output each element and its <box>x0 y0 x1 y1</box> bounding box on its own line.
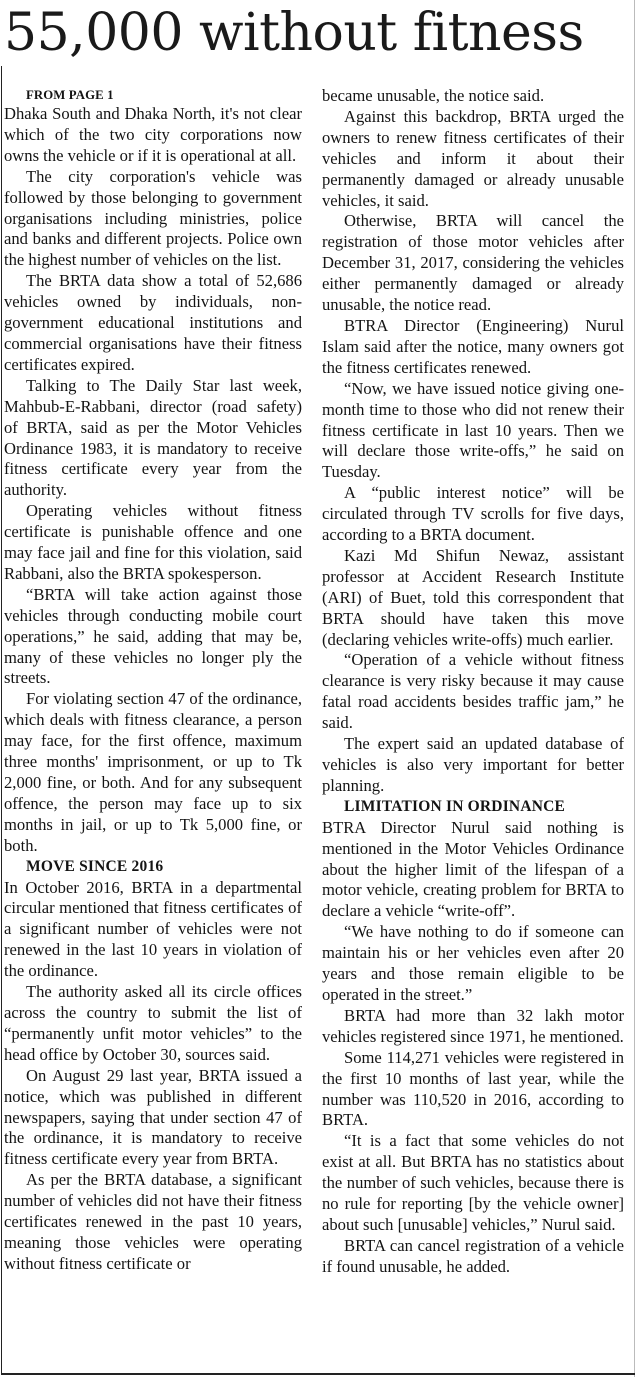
clipping-bottom-border <box>1 1373 635 1375</box>
headline: 55,000 without fitness <box>4 3 584 63</box>
paragraph: The city corporation's vehicle was followed by those belonging to government organisations including ministries, police and banks and different projects. Police own the highest number of vehicles on the list. <box>4 166 302 270</box>
paragraph: “Operation of a vehicle without fitness clearance is very risky because it may cause fatal road accidents besides traffic jam,” he said. <box>322 650 624 733</box>
clipping-right-border <box>634 0 635 1377</box>
paragraph: BTRA Director Nurul said nothing is mentioned in the Motor Vehicles Ordinance about the higher limit of the lifespan of a motor vehicle, creating problem for BRTA to declare a vehicle “write-off”. <box>322 817 624 921</box>
paragraph: BTRA Director (Engineering) Nurul Islam said after the notice, many owners got the fitness certificates renewed. <box>322 315 624 377</box>
clipping-left-border <box>1 66 2 1375</box>
subheading-move-since-2016: MOVE SINCE 2016 <box>26 857 164 875</box>
paragraph: “It is a fact that some vehicles do not exist at all. But BRTA has no statistics about the number of such vehicles, because there is no rule for reporting [by the vehicle owner] about such [unusable] vehicles,” Nurul said. <box>322 1131 624 1234</box>
paragraph: Against this backdrop, BRTA urged the owners to renew fitness certificates of their vehicles and inform it about their permanently damaged or already unusable vehicles, it said. <box>322 106 624 210</box>
paragraph: Dhaka South and Dhaka North, it's not clear which of the two city corporations now owns the vehicle or if it is operational at all. <box>4 104 302 165</box>
paragraph: In October 2016, BRTA in a departmental circular mentioned that fitness certificates of a significant number of vehicles were not renewed in the last 10 years in violation of the ordinance. <box>4 877 302 981</box>
paragraph: Some 114,271 vehicles were registered in the first 10 months of last year, while the number was 110,520 in 2016, according to BRTA. <box>322 1047 624 1130</box>
paragraph: “We have nothing to do if someone can maintain his or her vehicles even after 20 years and those remain eligible to be operated in the street.” <box>322 922 624 1004</box>
article-column-right <box>322 86 624 1366</box>
paragraph: “Now, we have issued notice giving one-month time to those who did not renew their fitness certificate in last 10 years. Then we will declare those write-offs,” he said on Tuesday. <box>322 378 624 482</box>
from-page-kicker: FROM PAGE 1 <box>26 88 114 102</box>
paragraph: BRTA had more than 32 lakh motor vehicles registered since 1971, he mentioned. <box>322 1005 624 1046</box>
paragraph: Operating vehicles without fitness certificate is punishable offence and one may face jail and fine for this violation, said Rabbani, also the BRTA spokesperson. <box>4 501 302 583</box>
paragraph: As per the BRTA database, a significant number of vehicles did not have their fitness certificates renewed in the past 10 years, meaning those vehicles were operating without fitness certificate or <box>4 1170 302 1273</box>
paragraph: The authority asked all its circle offices across the country to submit the list of “permanently unfit motor vehicles” to the head office by October 30, sources said. <box>4 982 302 1064</box>
subheading-limitation-in-ordinance: LIMITATION IN ORDINANCE <box>344 797 566 815</box>
paragraph: became unusable, the notice said. <box>322 86 545 105</box>
paragraph: Otherwise, BRTA will cancel the registration of those motor vehicles after December 31, 2017, considering the vehicles either permanently damaged or already unusable, the notice read. <box>322 211 624 315</box>
paragraph: The expert said an updated database of vehicles is also very important for better planning. <box>322 734 624 795</box>
paragraph: The BRTA data show a total of 52,686 vehicles owned by individuals, non-government educational institutions and commercial organisations have their fitness certificates expired. <box>4 271 302 374</box>
paragraph: For violating section 47 of the ordinance, which deals with fitness clearance, a person may face, for the first offence, maximum three months' imprisonment, or up to Tk 2,000 fine, or both. And for any subsequent offence, the person may face up to six months in jail, or up to Tk 5,000 fine, or both. <box>4 689 302 855</box>
paragraph: BRTA can cancel registration of a vehicle if found unusable, he added. <box>322 1235 624 1276</box>
paragraph: Talking to The Daily Star last week, Mahbub-E-Rabbani, director (road safety) of BRTA, said as per the Motor Vehicles Ordinance 1983, it is mandatory to receive fitness certificate every year from the authority. <box>4 375 302 500</box>
paragraph: On August 29 last year, BRTA issued a notice, which was published in different newspapers, saying that under section 47 of the ordinance, it is mandatory to receive fitness certificate every year from BRTA. <box>4 1065 302 1169</box>
article-column-left <box>4 86 302 1366</box>
paragraph: “BRTA will take action against those vehicles through conducting mobile court operations,” he said, adding that may be, many of these vehicles no longer ply the streets. <box>4 584 302 688</box>
paragraph: A “public interest notice” will be circulated through TV scrolls for five days, according to a BRTA document. <box>322 483 624 545</box>
paragraph: Kazi Md Shifun Newaz, assistant professor at Accident Research Institute (ARI) of Buet, told this correspondent that BRTA should have taken this move (declaring vehicles write-offs) much earlier. <box>322 545 624 649</box>
